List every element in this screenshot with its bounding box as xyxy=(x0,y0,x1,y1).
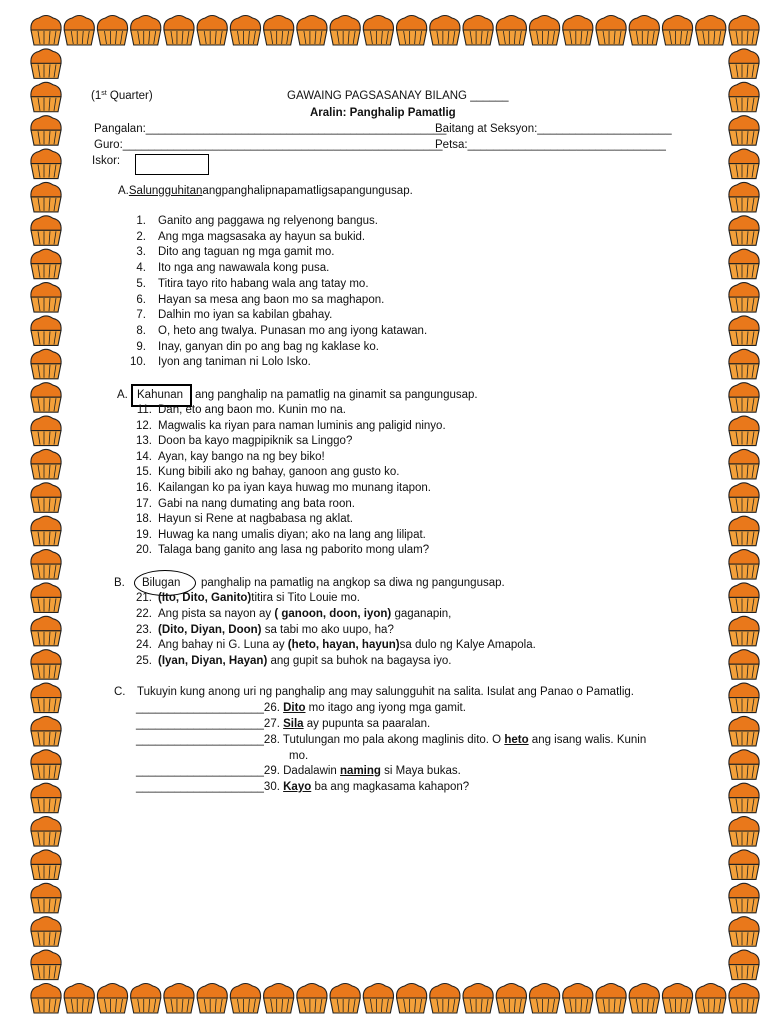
score-box[interactable] xyxy=(135,154,209,175)
cupcake-icon xyxy=(330,16,360,46)
cupcake-icon xyxy=(729,483,759,512)
cupcake-icon xyxy=(596,16,626,46)
cupcake-icon xyxy=(729,750,759,780)
cupcake-icon xyxy=(729,49,759,79)
item-text: Iyon ang taniman ni Lolo Isko. xyxy=(158,356,311,369)
cupcake-icon xyxy=(729,149,759,179)
cupcake-icon xyxy=(729,883,759,913)
item-rest-text: si Maya bukas. xyxy=(380,765,461,777)
cupcake-icon xyxy=(397,16,427,46)
cupcake-icon xyxy=(729,650,759,680)
item-choices: (heto, hayan, hayun) xyxy=(287,639,400,652)
item-text: Titira tayo rito habang wala ang tatay mo. xyxy=(158,277,369,290)
cupcake-icon xyxy=(696,984,726,1014)
item-text: Dan, eto ang baon mo. Kunin mo na. xyxy=(158,404,346,416)
item-pre-text: Ang pista sa nayon ay xyxy=(158,607,275,620)
section-c-instruction: panghalip na pamatlig na angkop sa diwa ng pangungusap. xyxy=(201,577,505,589)
cupcake-icon xyxy=(230,16,260,46)
item-choices: (Dito, Diyan, Doon) xyxy=(158,623,262,636)
cupcake-icon xyxy=(31,750,61,780)
item-text xyxy=(158,607,451,621)
cupcake-icon xyxy=(97,16,127,46)
cupcake-icon xyxy=(729,216,759,246)
cupcake-icon xyxy=(31,49,61,79)
item-number: 6. xyxy=(136,293,146,306)
item-text: Ayan, kay bango na ng bey biko! xyxy=(158,450,325,463)
cupcake-icon xyxy=(563,16,593,46)
cupcake-icon xyxy=(729,383,759,413)
cupcake-icon xyxy=(463,16,493,46)
score-label: Iskor: xyxy=(92,155,121,167)
cupcake-icon xyxy=(31,850,61,880)
cupcake-icon xyxy=(729,82,759,112)
cupcake-icon xyxy=(31,283,61,313)
answer-row xyxy=(136,701,466,715)
cupcake-icon xyxy=(397,984,427,1014)
grade-section-field[interactable]: Baitang at Seksyon:_____________________ xyxy=(435,123,672,135)
item-number: 5. xyxy=(136,277,146,290)
item-number: 20. xyxy=(136,544,152,557)
cupcake-icon xyxy=(330,984,360,1014)
cupcake-icon xyxy=(64,984,94,1014)
cupcake-icon xyxy=(430,16,460,46)
cupcake-icon xyxy=(164,16,194,46)
answer-row xyxy=(136,780,469,794)
cupcake-icon xyxy=(31,883,61,913)
answer-blank: ____________________ xyxy=(136,718,264,730)
cupcake-icon xyxy=(297,16,327,46)
cupcake-icon xyxy=(31,316,61,346)
cupcake-icon xyxy=(729,950,759,980)
item-number: 7. xyxy=(136,309,146,322)
item-number: 26. xyxy=(263,702,280,714)
cupcake-icon xyxy=(563,984,593,1014)
cupcake-icon xyxy=(629,984,659,1014)
cupcake-icon xyxy=(696,16,726,46)
cupcake-icon xyxy=(64,16,94,46)
cupcake-icon xyxy=(31,349,61,379)
item-number: 1. xyxy=(136,215,146,227)
cupcake-icon xyxy=(729,850,759,880)
item-number: 9. xyxy=(136,340,146,353)
cupcake-icon xyxy=(729,116,759,146)
item-text xyxy=(158,654,451,668)
cupcake-icon xyxy=(729,984,759,1014)
item-number: 29. xyxy=(263,765,280,777)
cupcake-icon xyxy=(31,149,61,179)
item-number: 28. xyxy=(263,734,280,746)
section-b-prefix: A. xyxy=(117,389,128,401)
cupcake-icon xyxy=(31,416,61,446)
item-number: 24. xyxy=(136,639,152,652)
section-d-prefix: C. xyxy=(114,686,126,698)
cupcake-icon xyxy=(729,817,759,847)
underlined-pronoun: Kayo xyxy=(283,781,312,793)
item-text: Ganito ang paggawa ng relyenong bangus. xyxy=(158,215,378,227)
item-number: 4. xyxy=(136,262,146,275)
lesson-title: Aralin: Panghalip Pamatlig xyxy=(310,107,456,119)
cupcake-icon xyxy=(430,984,460,1014)
cupcake-icon xyxy=(729,616,759,646)
item-text: Gabi na nang dumating ang bata roon. xyxy=(158,497,355,510)
cupcake-icon xyxy=(31,483,61,512)
cupcake-icon xyxy=(729,16,759,46)
quarter-label: (1st Quarter) xyxy=(91,90,153,102)
item-number: 14. xyxy=(136,450,152,463)
answer-row xyxy=(136,764,461,778)
item-text: Talaga bang ganito ang lasa ng paborito mong ulam? xyxy=(158,544,430,557)
item-number: 25. xyxy=(136,655,152,668)
section-b-instruction: ang panghalip na pamatlig na ginamit sa pangungusap. xyxy=(195,389,478,401)
cupcake-icon xyxy=(729,583,759,613)
item-pre-text: Dadalawin xyxy=(283,765,341,777)
item-rest-text: gaganapin, xyxy=(391,607,452,620)
item-number: 30. xyxy=(263,781,280,793)
item-rest-text: ba ang magkasama kahapon? xyxy=(311,781,470,793)
item-text: Huwag ka nang umalis diyan; ako na lang ang lilipat. xyxy=(158,528,426,541)
cupcake-icon xyxy=(31,116,61,146)
cupcake-icon xyxy=(729,783,759,813)
cupcake-icon xyxy=(729,182,759,212)
cupcake-icon xyxy=(729,716,759,746)
cupcake-icon xyxy=(729,917,759,947)
worksheet-title: GAWAING PAGSASANAY BILANG ______ xyxy=(287,90,509,102)
cupcake-icon xyxy=(729,283,759,313)
cupcake-icon xyxy=(463,984,493,1014)
item-number: 2. xyxy=(136,230,146,243)
name-field[interactable]: Pangalan:_______________________________________________ xyxy=(94,123,447,135)
cupcake-icon xyxy=(264,984,294,1014)
item-number: 27. xyxy=(263,718,280,730)
cupcake-icon xyxy=(31,249,61,279)
item-rest-text: ang isang walis. Kunin xyxy=(528,734,647,746)
cupcake-icon xyxy=(297,984,327,1014)
cupcake-icon xyxy=(729,516,759,546)
cupcake-icon xyxy=(197,16,227,46)
cupcake-icon xyxy=(529,984,559,1014)
cupcake-icon xyxy=(31,716,61,746)
cupcake-icon xyxy=(230,984,260,1014)
underlined-pronoun: heto xyxy=(504,734,529,746)
answer-blank: ____________________ xyxy=(136,781,264,793)
item-number: 19. xyxy=(136,528,152,541)
item-number: 11. xyxy=(136,404,152,416)
item-pre-text: Ang bahay ni G. Luna ay xyxy=(158,639,288,652)
item-number: 18. xyxy=(136,513,152,526)
cupcake-icon xyxy=(496,16,526,46)
cupcake-icon xyxy=(729,349,759,379)
cupcake-icon xyxy=(31,650,61,680)
cupcake-icon xyxy=(31,182,61,212)
item-text: Kailangan ko pa iyan kaya huwag mo munang itapon. xyxy=(158,482,431,494)
item-text xyxy=(158,591,360,605)
cupcake-icon xyxy=(31,550,61,580)
cupcake-icon xyxy=(97,984,127,1014)
section-c-prefix: B. xyxy=(114,577,125,589)
item-number: 16. xyxy=(136,482,152,494)
cupcake-icon xyxy=(31,583,61,613)
cupcake-icon xyxy=(363,984,393,1014)
cupcake-icon xyxy=(596,984,626,1014)
item-choices: (Ito, Dito, Ganito) xyxy=(158,592,252,604)
teacher-field[interactable]: Guro:__________________________________________________ xyxy=(94,139,443,151)
answer-row xyxy=(136,733,646,747)
item-number: 21. xyxy=(136,592,152,604)
section-d-instruction: Tukuyin kung anong uri ng panghalip ang may salungguhit na salita. Isulat ang Panao o Pamatlig. xyxy=(137,686,634,698)
cupcake-icon xyxy=(529,16,559,46)
item-number: 23. xyxy=(136,623,152,636)
item-number: 12. xyxy=(136,419,152,432)
cupcake-icon xyxy=(31,817,61,847)
item-number: 15. xyxy=(136,466,152,479)
item-text: Kung bibili ako ng bahay, ganoon ang gusto ko. xyxy=(158,466,400,479)
item-rest-text: ay pupunta sa paaralan. xyxy=(303,718,431,730)
date-field[interactable]: Petsa:_______________________________ xyxy=(435,139,666,151)
cupcake-icon xyxy=(264,16,294,46)
section-c-circled-word: Bilugan xyxy=(142,577,181,589)
section-a-instruction: A.Salungguhitanangpanghalipnapamatligsapangungusap. xyxy=(118,185,413,197)
cupcake-icon xyxy=(131,16,161,46)
answer-blank: ____________________ xyxy=(136,702,264,714)
item-text: Inay, ganyan din po ang bag ng kaklase ko. xyxy=(158,340,380,353)
item-rest-text: titira si Tito Louie mo. xyxy=(251,592,360,604)
underlined-pronoun: Sila xyxy=(283,718,304,730)
cupcake-icon xyxy=(31,917,61,947)
cupcake-icon xyxy=(31,616,61,646)
cupcake-icon xyxy=(729,449,759,479)
cupcake-icon xyxy=(31,783,61,813)
item-continuation: mo. xyxy=(289,750,309,762)
item-text: Ito nga ang nawawala kong pusa. xyxy=(158,262,330,275)
cupcake-icon xyxy=(31,516,61,546)
cupcake-icon xyxy=(31,449,61,479)
cupcake-icon xyxy=(729,316,759,346)
item-text: Dalhin mo iyan sa kabilan gbahay. xyxy=(158,309,333,322)
cupcake-icon xyxy=(729,416,759,446)
cupcake-icon xyxy=(729,249,759,279)
item-number: 10. xyxy=(130,356,146,369)
item-text: Hayun si Rene at nagbabasa ng aklat. xyxy=(158,513,353,526)
answer-row xyxy=(136,717,430,731)
item-number: 8. xyxy=(136,324,146,337)
cupcake-icon xyxy=(31,950,61,980)
cupcake-icon xyxy=(31,216,61,246)
item-text: Ang mga magsasaka ay hayun sa bukid. xyxy=(158,230,366,243)
cupcake-icon xyxy=(363,16,393,46)
cupcake-icon xyxy=(729,683,759,713)
cupcake-icon xyxy=(164,984,194,1014)
cupcake-icon xyxy=(31,16,61,46)
cupcake-icon xyxy=(31,984,61,1014)
item-rest-text: sa tabi mo ako uupo, ha? xyxy=(261,623,394,636)
answer-blank: ____________________ xyxy=(136,734,264,746)
item-rest-text: sa dulo ng Kalye Amapola. xyxy=(399,639,536,652)
cupcake-icon xyxy=(662,16,692,46)
cupcake-icon xyxy=(729,550,759,580)
cupcake-icon xyxy=(31,683,61,713)
item-text: O, heto ang twalya. Punasan mo ang iyong katawan. xyxy=(158,324,428,337)
section-b-boxed-word: Kahunan xyxy=(137,389,184,401)
cupcake-icon xyxy=(629,16,659,46)
underlined-pronoun: naming xyxy=(340,765,381,777)
item-number: 3. xyxy=(136,246,146,259)
item-text: Hayan sa mesa ang baon mo sa maghapon. xyxy=(158,293,385,306)
cupcake-icon xyxy=(662,984,692,1014)
item-number: 17. xyxy=(136,497,152,510)
item-rest-text: mo itago ang iyong mga gamit. xyxy=(305,702,466,714)
item-number: 22. xyxy=(136,607,152,620)
item-number: 13. xyxy=(136,435,152,448)
item-text: Magwalis ka riyan para naman luminis ang paligid ninyo. xyxy=(158,419,446,432)
cupcake-icon xyxy=(131,984,161,1014)
item-text: Doon ba kayo magpipiknik sa Linggo? xyxy=(158,435,353,448)
underlined-pronoun: Dito xyxy=(283,702,306,714)
cupcake-icon xyxy=(31,383,61,413)
item-text xyxy=(158,623,394,637)
cupcake-icon xyxy=(31,82,61,112)
item-pre-text: Tutulungan mo pala akong maglinis dito. O xyxy=(282,734,505,746)
cupcake-icon xyxy=(197,984,227,1014)
item-choices: (Iyan, Diyan, Hayan) xyxy=(158,655,268,668)
cupcake-icon xyxy=(496,984,526,1014)
item-text xyxy=(158,638,536,652)
item-rest-text: ang gupit sa buhok na bagaysa iyo. xyxy=(267,655,452,668)
item-choices: ( ganoon, doon, iyon) xyxy=(274,607,392,620)
answer-blank: ____________________ xyxy=(136,765,264,777)
item-text: Dito ang taguan ng mga gamit mo. xyxy=(158,246,335,259)
